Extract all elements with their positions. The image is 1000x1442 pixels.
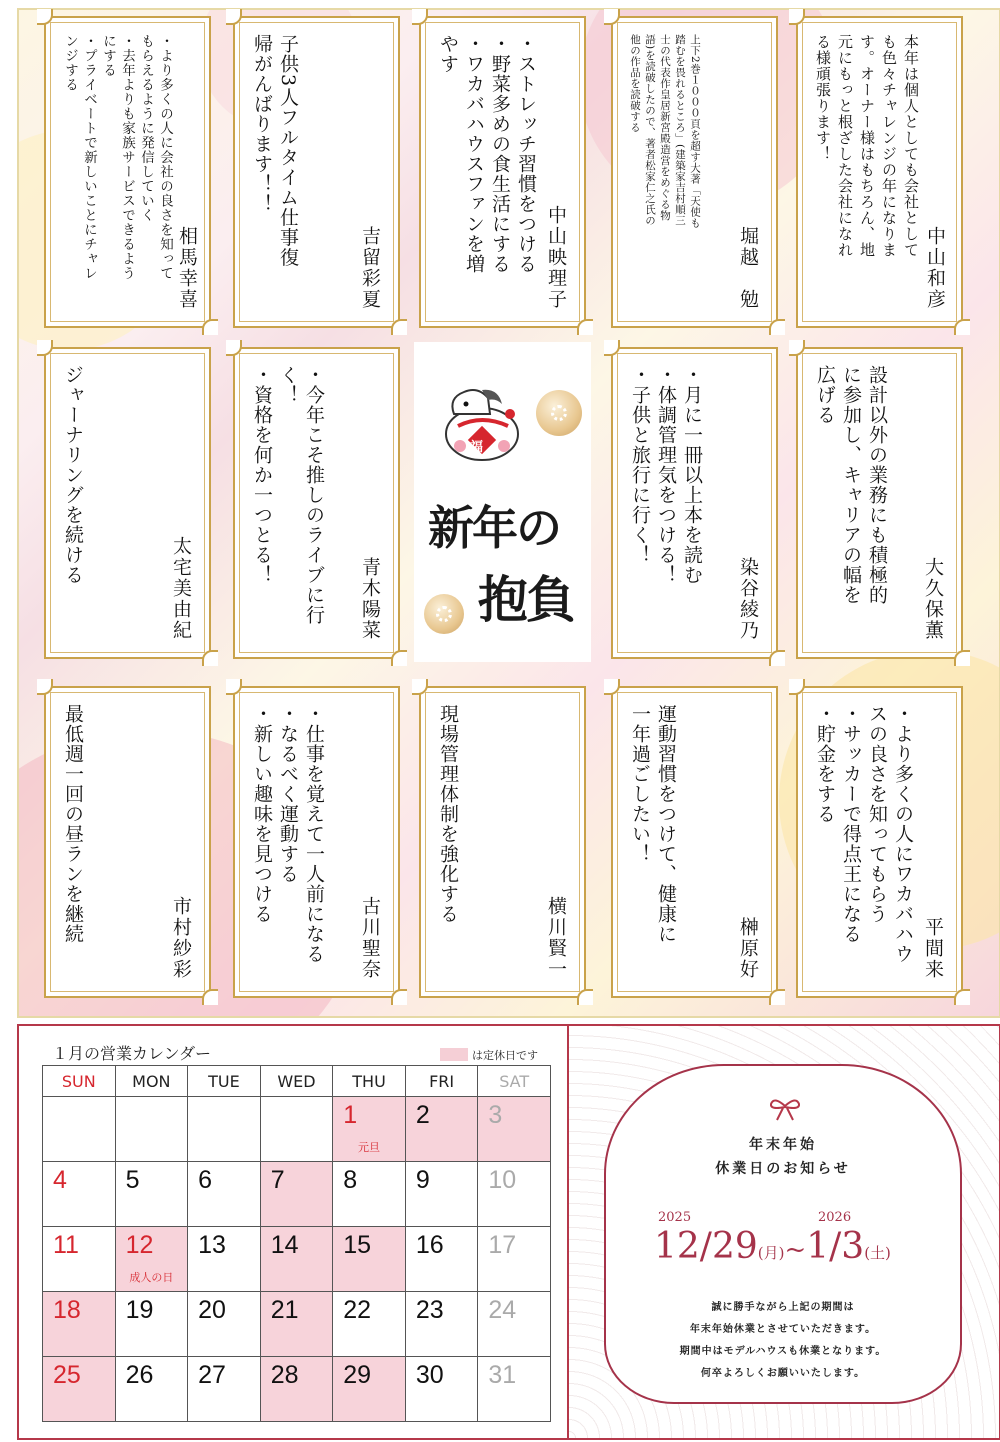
calendar-day-cell (188, 1162, 261, 1227)
resolution-text: ・月に一冊以上本を読む ・体調管理気をつける！ ・子供と旅行に行く！ (629, 365, 703, 585)
author-name: 榊原好 (737, 917, 759, 980)
day-number: 8 (343, 1166, 358, 1194)
resolution-text: 現場管理体制を強化する (437, 704, 459, 924)
date-tilde: ~ (784, 1235, 807, 1265)
january-calendar (42, 1065, 551, 1422)
day-number: 9 (415, 1166, 430, 1194)
weekday-fri: FRI (405, 1066, 478, 1097)
calendar-day-cell (115, 1162, 188, 1227)
resolution-text: 本年は個人としても会社として も色々チャレンジの年になりま す。オーナー様はもちろん、地 元にもっと根ざした会社になれ る様頑張ります！ (814, 34, 920, 258)
calendar-day-cell (115, 1357, 188, 1422)
weekday-tue: TUE (188, 1066, 261, 1097)
author-name: 染谷綾乃 (737, 557, 759, 641)
author-name: 堀越 勉 (737, 226, 759, 310)
notice-body-line4: 何卒よろしくお願いいたします。 (700, 1368, 866, 1379)
calendar-day-cell (478, 1227, 551, 1292)
resolution-card (419, 686, 586, 998)
day-number: 25 (53, 1361, 81, 1389)
day-number: 22 (343, 1296, 372, 1324)
resolution-card (796, 347, 963, 659)
day-number: 6 (198, 1166, 213, 1194)
closure-dates (654, 1226, 891, 1267)
day-number: 18 (53, 1296, 81, 1324)
resolution-card (796, 686, 963, 998)
day-number: 2 (415, 1101, 430, 1129)
notice-title-line1: 年末年始 (749, 1137, 817, 1153)
day-number: 5 (125, 1166, 140, 1194)
calendar-day-cell (333, 1097, 406, 1162)
calendar-day-cell (333, 1292, 406, 1357)
calendar-week-row (43, 1292, 551, 1357)
calendar-day-cell (115, 1292, 188, 1357)
calendar-day-cell (260, 1097, 333, 1162)
holiday-legend-swatch (440, 1048, 468, 1061)
calendar-day-cell (43, 1097, 116, 1162)
calendar-day-cell (260, 1162, 333, 1227)
calendar-week-row (43, 1162, 551, 1227)
resolution-card (44, 686, 211, 998)
author-name: 古川聖奈 (359, 896, 381, 980)
author-name: 横川賢一 (545, 896, 567, 980)
weekday-sun: SUN (43, 1066, 116, 1097)
resolution-card (611, 16, 778, 328)
resolution-text: ・より多くの人にワカバハウ スの良さを知ってもらう ・サッカーで得点王になる ・貯金をする (814, 704, 914, 964)
weekday-wed: WED (260, 1066, 333, 1097)
plum-blossom-icon (536, 390, 582, 436)
author-name: 中山和彦 (924, 226, 946, 310)
calendar-day-cell (260, 1292, 333, 1357)
closure-notice-card (604, 1064, 962, 1404)
calendar-title: １月の営業カレンダー (52, 1044, 211, 1063)
author-name: 大久保薫 (922, 557, 944, 641)
calendar-day-cell (405, 1162, 478, 1227)
day-number: 17 (488, 1231, 517, 1259)
resolution-text: 最低週一回の昼ランを継続 (62, 704, 84, 944)
author-name: 市村紗彩 (170, 896, 192, 980)
notice-title-line2: 休業日のお知らせ (715, 1161, 851, 1177)
day-number: 27 (198, 1361, 226, 1389)
year-end: 2026 (818, 1210, 852, 1225)
calendar-day-cell (405, 1097, 478, 1162)
author-name: 中山映理子 (545, 205, 567, 310)
calendar-day-cell (333, 1162, 406, 1227)
dow-end: (土) (864, 1244, 891, 1262)
day-number: 26 (125, 1361, 154, 1389)
day-number: 21 (270, 1296, 299, 1324)
day-number: 10 (488, 1166, 517, 1194)
day-number: 13 (198, 1231, 226, 1259)
calendar-day-cell (478, 1292, 551, 1357)
calendar-day-cell (405, 1357, 478, 1422)
resolution-card (233, 16, 400, 328)
calendar-day-cell (188, 1357, 261, 1422)
day-number: 4 (53, 1166, 67, 1194)
holiday-label: 成人の日 (129, 1271, 174, 1284)
resolution-card (233, 686, 400, 998)
calendar-day-cell (405, 1227, 478, 1292)
calendar-day-cell (405, 1292, 478, 1357)
calendar-day-cell (115, 1227, 188, 1292)
calendar-week-row (43, 1097, 551, 1162)
weekday-thu: THU (333, 1066, 406, 1097)
day-number: 16 (415, 1231, 444, 1259)
author-name: 青木陽菜 (359, 557, 381, 641)
resolution-text: 運動習慣をつけて、健康に 一年過ごしたい！ (629, 704, 677, 944)
resolution-text: ・仕事を覚えて一人前になる ・なるべく運動する ・新しい趣味を見つける (251, 704, 325, 964)
resolution-text: 設計以外の業務にも積極的 に参加し、キャリアの幅を 広げる (814, 365, 888, 605)
weekday-mon: MON (115, 1066, 188, 1097)
calendar-day-cell (260, 1357, 333, 1422)
day-number: 11 (53, 1231, 79, 1259)
day-number: 7 (270, 1166, 285, 1194)
resolution-text: ジャーナリングを続ける (62, 365, 84, 585)
day-number: 28 (270, 1361, 299, 1389)
resolution-text: 上下2巻１０００頁を超す大著「天使も 踏むを畏れるところ」(建築家吉村順三 士の代表作皇居新宮殿造営をめぐる物 語)を読破したので、著者松家仁之氏の 他の作品を読破する (629, 34, 701, 229)
calendar-day-cell (188, 1227, 261, 1292)
date-start: 12/29 (654, 1226, 758, 1267)
calligraphy-line1: 新年の (428, 501, 560, 555)
calendar-week-row (43, 1357, 551, 1422)
plum-blossom-icon (424, 594, 464, 634)
ribbon-bow-icon (768, 1096, 802, 1122)
calendar-day-cell (43, 1227, 116, 1292)
day-number: 23 (415, 1296, 444, 1324)
calendar-day-cell (43, 1162, 116, 1227)
dow-start: (月) (757, 1244, 785, 1262)
calendar-week-row (43, 1227, 551, 1292)
resolution-card (611, 686, 778, 998)
day-number: 15 (343, 1231, 372, 1259)
holiday-legend-text: は定休日です (472, 1049, 538, 1062)
calendar-day-cell (260, 1227, 333, 1292)
resolution-card (419, 16, 586, 328)
calendar-day-cell (333, 1357, 406, 1422)
calendar-day-cell (43, 1292, 116, 1357)
weekday-sat: SAT (478, 1066, 551, 1097)
calendar-day-cell (188, 1292, 261, 1357)
resolution-text: ・今年こそ推しのライブに行 く！ ・資格を何か一つとる！ (251, 365, 325, 625)
notice-body-line2: 年末年始休業とさせていただきます。 (689, 1324, 877, 1335)
day-number: 20 (198, 1296, 226, 1324)
notice-body-line3: 期間中はモデルハウスも休業となります。 (679, 1346, 887, 1357)
author-name: 相馬幸喜 (176, 226, 198, 310)
new-year-centerpiece (414, 342, 591, 662)
calendar-day-cell (478, 1357, 551, 1422)
year-start: 2025 (658, 1210, 692, 1225)
day-number: 24 (488, 1296, 517, 1324)
day-number: 31 (488, 1361, 517, 1389)
resolution-card (233, 347, 400, 659)
calendar-day-cell (478, 1097, 551, 1162)
weekday-header-row (43, 1066, 551, 1097)
notice-body-line1: 誠に勝手ながら上記の期間は (711, 1302, 855, 1313)
resolution-text: ・ストレッチ習慣をつける ・野菜多めの食生活にする ・ワカバハウスファンを増 やす (437, 34, 537, 274)
author-name: 平間来 (922, 917, 944, 980)
calendar-day-cell (43, 1357, 116, 1422)
calendar-day-cell (115, 1097, 188, 1162)
resolution-card (611, 347, 778, 659)
day-number: 29 (343, 1361, 372, 1389)
calendar-day-cell (478, 1162, 551, 1227)
day-number: 30 (415, 1361, 444, 1389)
day-number: 1 (343, 1101, 358, 1129)
resolution-card (796, 16, 963, 328)
day-number: 12 (125, 1231, 154, 1259)
resolution-text: ・より多くの人に会社の良さを知って もらえるように発信していく ・去年よりも家族サービスできるよう にする ・プライベートで新しいことにチャレ ンジする (62, 34, 173, 281)
date-end: 1/3 (806, 1226, 865, 1267)
author-name: 吉留彩夏 (359, 226, 381, 310)
holiday-label: 元旦 (358, 1141, 381, 1154)
resolution-card (44, 347, 211, 659)
fuku-badge: 福 (470, 440, 484, 455)
day-number: 3 (488, 1101, 503, 1129)
day-number: 19 (125, 1296, 154, 1324)
calligraphy-line2: 抱負 (478, 570, 574, 629)
calendar-day-cell (333, 1227, 406, 1292)
day-number: 14 (270, 1231, 299, 1259)
resolution-card (44, 16, 211, 328)
calendar-day-cell (188, 1097, 261, 1162)
resolution-text: 子供3人フルタイム仕事復 帰がんばります！！ (251, 34, 299, 268)
author-name: 太宅美由紀 (170, 536, 192, 641)
